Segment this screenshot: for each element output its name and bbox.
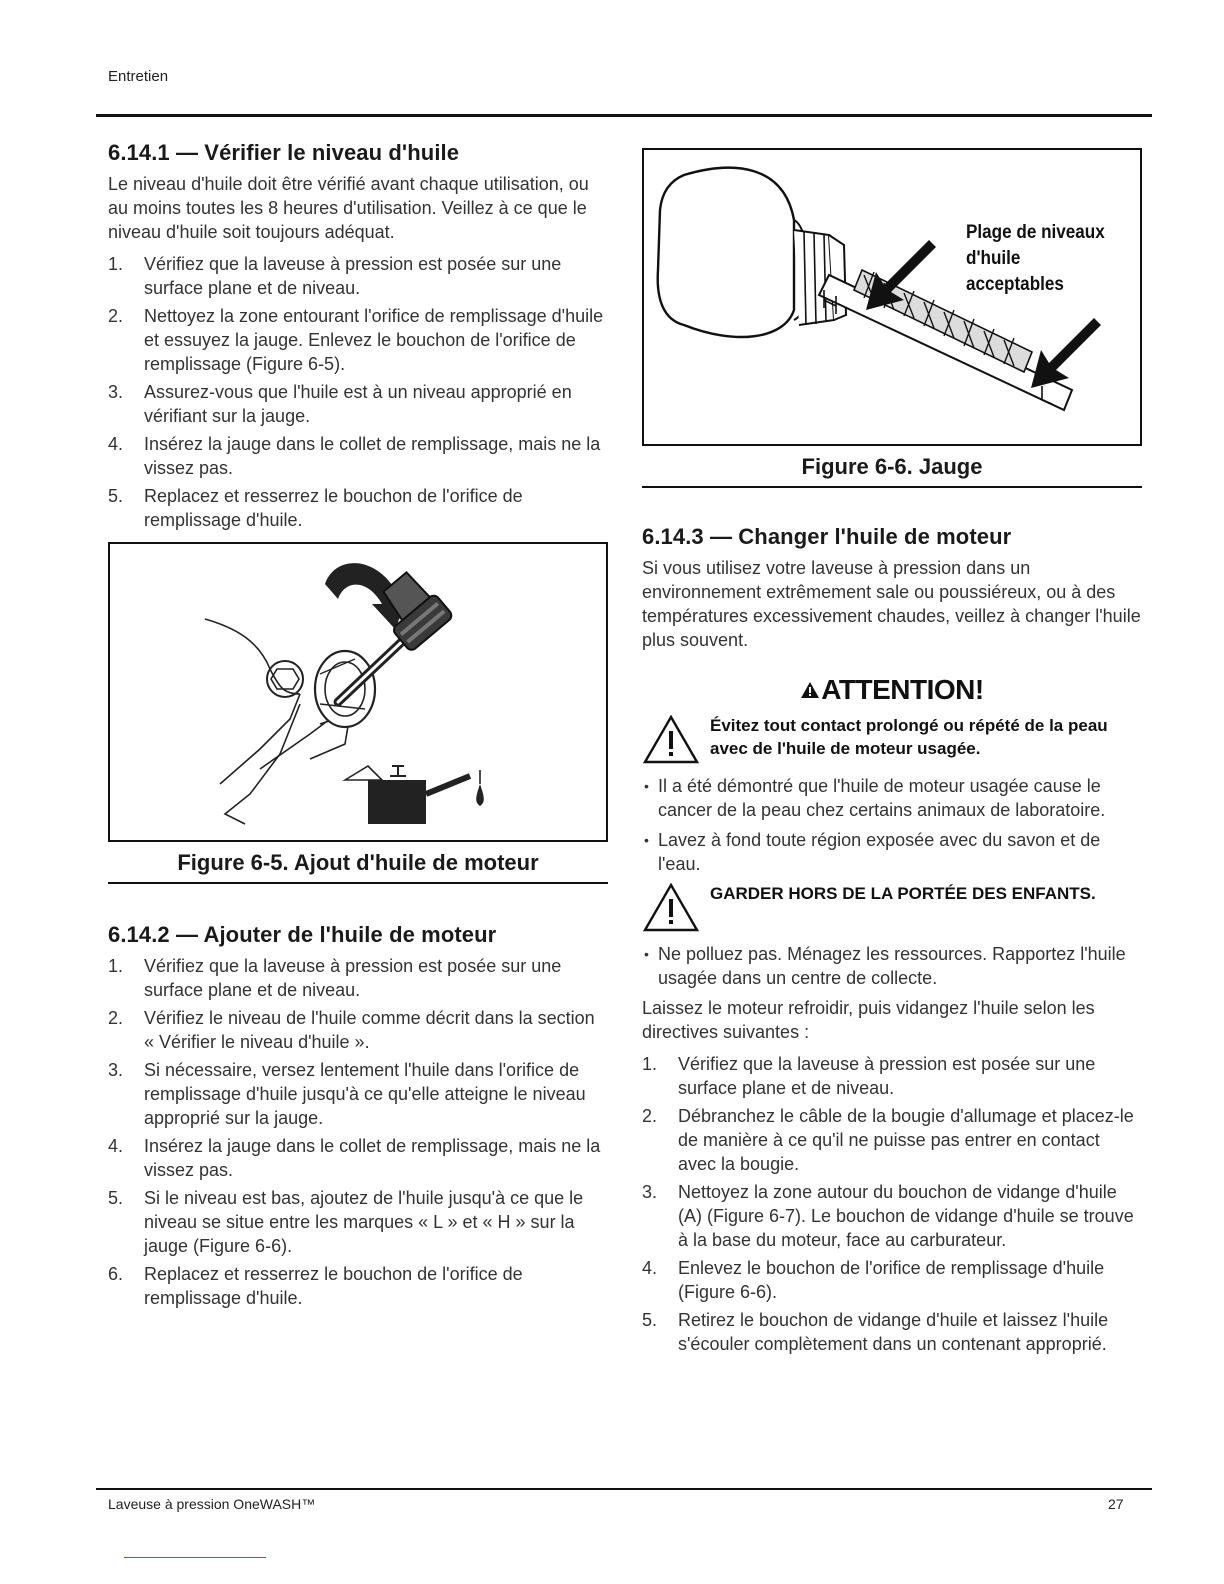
list-item: 5. Si le niveau est bas, ajoutez de l'huile jusqu'à ce que le niveau se situe entre les marques « L » et « H » sur la jauge (Figure 6-6). xyxy=(108,1188,584,1256)
list-item: 3. Nettoyez la zone autour du bouchon de vidange d'huile (A) (Figure 6-7). Le bouchon de vidange d'huile se trouve à la base du moteur, face au carburateur. xyxy=(642,1182,1134,1250)
list-item: 5. Replacez et resserrez le bouchon de l'orifice de remplissage d'huile. xyxy=(108,486,523,530)
list-item: 4. Insérez la jauge dans le collet de remplissage, mais ne la vissez pas. xyxy=(108,434,601,478)
list-item: 4. Enlevez le bouchon de l'orifice de remplissage d'huile (Figure 6-6). xyxy=(642,1258,1105,1302)
warning-triangle-icon xyxy=(642,714,700,766)
warning-text-skin: Évitez tout contact prolongé ou répété de la peau avec de l'huile de moteur usagée. xyxy=(710,716,1108,758)
warning-block-skin xyxy=(642,714,1142,766)
list-item: 2. Vérifiez le niveau de l'huile comme décrit dans la section « Vérifier le niveau d'huile ». xyxy=(108,1008,595,1052)
running-header: Entretien xyxy=(108,68,169,85)
change-oil-lead: Laissez le moteur refroidir, puis vidangez l'huile selon les directives suivantes : xyxy=(642,998,1095,1042)
list-item: 2. Nettoyez la zone entourant l'orifice de remplissage d'huile et essuyez la jauge. Enlevez le bouchon de l'orifice de remplissage (Figure 6-5). xyxy=(108,306,604,374)
figure-label-line-1: Plage de niveaux xyxy=(966,222,1105,243)
warning-block-children xyxy=(642,882,1142,934)
list-item: 3. Si nécessaire, versez lentement l'huile dans l'orifice de remplissage d'huile jusqu'à ce qu'elle atteigne le niveau approprié sur la jauge. xyxy=(108,1060,586,1128)
change-oil-intro: Si vous utilisez votre laveuse à pression dans un environnement extrêmement sale ou poussiéreux, ou à des températures excessivement chaudes, veillez à changer l'huile plus souvent. xyxy=(642,558,1141,650)
footer-product-name: Laveuse à pression OneWASH™ xyxy=(108,1496,316,1512)
attention-heading: ATTENTION! xyxy=(642,674,1142,706)
add-oil-steps xyxy=(108,954,608,1310)
section-title-check-oil: 6.14.1 — Vérifier le niveau d'huile xyxy=(108,140,460,165)
warning-bullets-1 xyxy=(642,774,1142,876)
footer-link-underline xyxy=(124,1557,266,1558)
list-item: 1. Vérifiez que la laveuse à pression est posée sur une surface plane et de niveau. xyxy=(108,254,562,298)
list-item: 2. Débranchez le câble de la bougie d'allumage et placez-le de manière à ce qu'il ne puisse pas entrer en contact avec la bougie. xyxy=(642,1106,1134,1174)
figure-6-5-caption: Figure 6-5. Ajout d'huile de moteur xyxy=(177,850,539,875)
section-title-add-oil: 6.14.2 — Ajouter de l'huile de moteur xyxy=(108,922,497,947)
warning-triangle-icon xyxy=(642,882,700,934)
warning-icon xyxy=(800,681,820,699)
oil-fill-illustration xyxy=(110,544,606,840)
figure-6-5-box xyxy=(108,542,608,842)
check-oil-steps xyxy=(108,252,608,532)
list-item: 6. Replacez et resserrez le bouchon de l'orifice de remplissage d'huile. xyxy=(108,1264,523,1308)
check-oil-intro: Le niveau d'huile doit être vérifié avant chaque utilisation, ou au moins toutes les 8 heures d'utilisation. Veillez à ce que le niveau d'huile soit toujours adéquat. xyxy=(108,174,589,242)
header-rule xyxy=(96,114,1152,117)
caption-rule xyxy=(642,486,1142,488)
list-item: 1. Vérifiez que la laveuse à pression est posée sur une surface plane et de niveau. xyxy=(108,956,562,1000)
list-item: • Lavez à fond toute région exposée avec du savon et de l'eau. xyxy=(642,828,1142,876)
figure-6-6-caption: Figure 6-6. Jauge xyxy=(801,454,983,479)
warning-text-children: GARDER HORS DE LA PORTÉE DES ENFANTS. xyxy=(710,884,1096,903)
list-item: 1. Vérifiez que la laveuse à pression est posée sur une surface plane et de niveau. xyxy=(642,1054,1096,1098)
page-number: 27 xyxy=(1108,1496,1124,1512)
footer-rule xyxy=(96,1488,1152,1490)
section-title-change-oil: 6.14.3 — Changer l'huile de moteur xyxy=(642,524,1012,549)
list-item: 5. Retirez le bouchon de vidange d'huile et laissez l'huile s'écouler complètement dans un contenant approprié. xyxy=(642,1310,1109,1354)
change-oil-steps xyxy=(642,1052,1142,1356)
figure-6-6-box xyxy=(642,148,1142,446)
list-item: 4. Insérez la jauge dans le collet de remplissage, mais ne la vissez pas. xyxy=(108,1136,601,1180)
left-column xyxy=(108,140,608,1314)
right-column xyxy=(642,148,1142,1360)
figure-label-line-2: d'huile acceptables xyxy=(966,248,1064,295)
list-item: • Ne polluez pas. Ménagez les ressources. Rapportez l'huile usagée dans un centre de collecte. xyxy=(642,942,1142,990)
list-item: 3. Assurez-vous que l'huile est à un niveau approprié en vérifiant sur la jauge. xyxy=(108,382,572,426)
warning-bullets-2 xyxy=(642,942,1142,990)
list-item: • Il a été démontré que l'huile de moteur usagée cause le cancer de la peau chez certains animaux de laboratoire. xyxy=(642,774,1142,822)
caption-rule xyxy=(108,882,608,884)
